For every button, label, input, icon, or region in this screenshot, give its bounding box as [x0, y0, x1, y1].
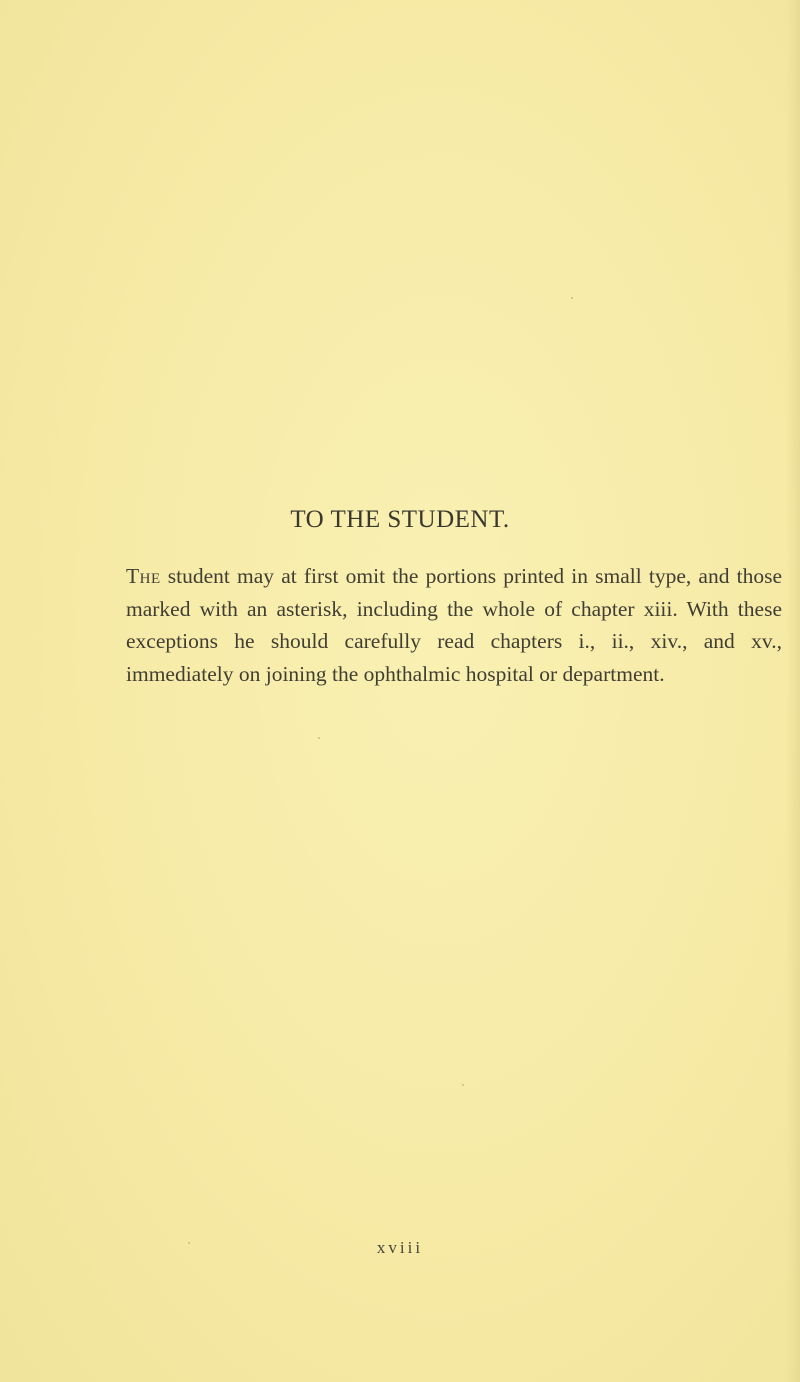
paragraph-text: student may at first omit the portions printed in small type, and those marked with an asterisk, including the whole of chapter xiii. With these exceptions he should carefully read chapters i., ii., xiv., and xv., immediately on joining the ophthalmic hospital or department.	[126, 564, 782, 686]
body-paragraph	[126, 560, 782, 690]
paper-speck	[571, 297, 573, 299]
paper-speck	[188, 1242, 190, 1244]
page-number: xviii	[376, 1238, 424, 1257]
page-edge-shadow	[786, 0, 800, 1382]
paragraph-lead-word: The	[126, 564, 161, 588]
page-heading: TO THE STUDENT.	[290, 506, 510, 533]
paper-speck	[318, 737, 320, 739]
paper-speck	[462, 1084, 464, 1086]
